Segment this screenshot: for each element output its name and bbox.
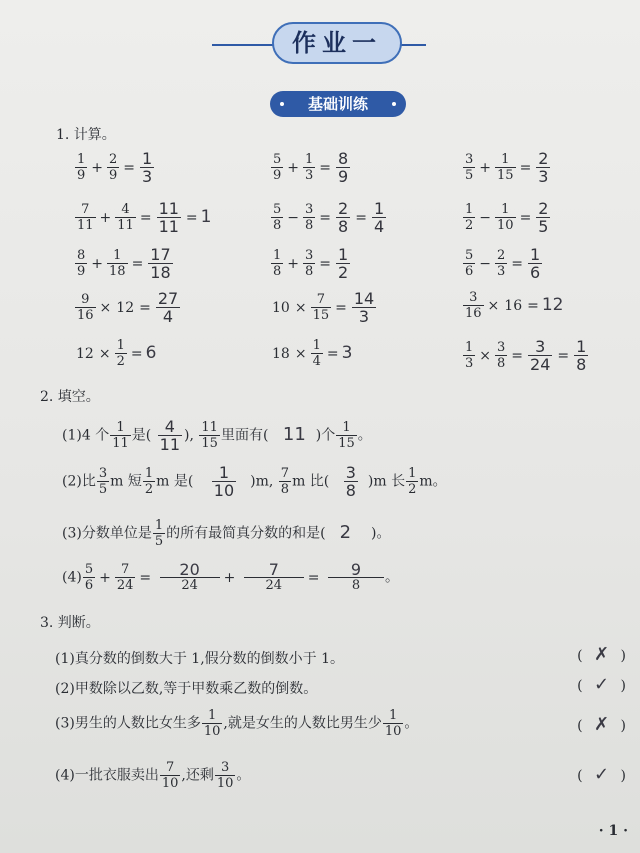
calc-answer: 6 [145, 342, 157, 363]
answer-value: 11 [282, 423, 306, 445]
calc-answer: $\frac{1}{3}$ [142, 149, 153, 186]
fraction: $\frac{1}{11}$ [112, 420, 129, 451]
check-mark-icon: ✓ [593, 674, 610, 695]
answer-fraction: $\frac{3}{8}$ [345, 463, 356, 500]
calc-item: $\frac{1}{9}$ + $\frac{2}{9}$ = $\frac{1}{3}$ [74, 150, 156, 185]
fraction: $\frac{1}{2}$ [408, 466, 417, 497]
page-number: · 1 · [598, 823, 628, 839]
fraction: $\frac{11}{15}$ [201, 420, 218, 451]
fraction: $\frac{3}{5}$ [98, 466, 108, 497]
cross-mark-icon: ✗ [593, 714, 610, 735]
fill-question-2: (2)比 $\frac{3}{5}$ m 短 $\frac{1}{2}$ m 是( $\frac{1}{10}$ )m, $\frac{7}{8}$ m 比( $\frac{3}{8}$ )m 长 $\frac{1}{2}$ m。 [62, 463, 447, 500]
section-3-label: 3. 判断。 [40, 615, 100, 631]
calc-item: $\frac{3}{16}$ × 16 = 12 [465, 290, 564, 321]
calc-answer: $\frac{2}{3}$ [538, 149, 549, 186]
judge-item-2: (2)甲数除以乙数,等于甲数乘乙数的倒数。 [55, 681, 318, 697]
calc-answer: 12 [541, 294, 564, 315]
cross-mark-icon: ✗ [593, 644, 610, 665]
fraction: $\frac{7}{24}$ [116, 562, 134, 593]
calc-answer: $\frac{11}{11}$ = 1 [158, 199, 212, 236]
calc-item: $\frac{5}{9}$ + $\frac{1}{3}$ = $\frac{8}{9}$ [270, 150, 352, 185]
section-1-label: 1. 计算。 [56, 127, 116, 143]
calc-item: $\frac{8}{9}$ + $\frac{1}{18}$ = $\frac{17}{18}$ [74, 246, 175, 281]
answer-fraction: $\frac{7}{24}$ [244, 562, 304, 593]
calc-answer: $\frac{17}{18}$ [150, 245, 171, 282]
calc-item: 10 × $\frac{7}{15}$ = $\frac{14}{3}$ [270, 290, 378, 325]
calc-item: $\frac{5}{6}$ − $\frac{2}{3}$ = $\frac{1}{6}$ [462, 246, 544, 281]
calc-item: $\frac{7}{11}$ + $\frac{4}{11}$ = $\frac{11}{11}$ = 1 [77, 199, 212, 236]
fraction: $\frac{1}{15}$ [338, 420, 355, 451]
fill-question-4: (4) $\frac{5}{6}$ + $\frac{7}{24}$ = $\frac{20}{24}$ + $\frac{7}{24}$ = $\frac{9}{8}$ 。 [62, 560, 399, 593]
calc-item: 12 × $\frac{1}{2}$ = 6 [76, 338, 157, 369]
fraction: $\frac{1}{2}$ [144, 466, 154, 497]
calc-answer: $\frac{1}{6}$ [530, 245, 541, 282]
calc-answer: $\frac{3}{24}$ = $\frac{1}{8}$ [530, 337, 587, 374]
answer-fraction: $\frac{4}{11}$ [159, 417, 181, 454]
judge-item-3: (3)男生的人数比女生多 $\frac{1}{10}$ ,就是女生的人数比男生少 $\frac{1}{10}$ 。 [55, 708, 419, 739]
calc-answer: $\frac{2}{8}$ = $\frac{1}{4}$ [338, 199, 385, 236]
fill-question-1: (1)4 个 $\frac{1}{11}$ 是( $\frac{4}{11}$ ), $\frac{11}{15}$ 里面有( 11 )个 $\frac{1}{15}$ 。 [62, 417, 372, 454]
calc-answer: $\frac{8}{9}$ [338, 149, 349, 186]
page-title: 作业一 [272, 22, 402, 64]
calc-answer: $\frac{1}{2}$ [338, 245, 349, 282]
calc-item: $\frac{5}{8}$ − $\frac{3}{8}$ = $\frac{2}{8}$ = $\frac{1}{4}$ [270, 200, 388, 235]
calc-answer: 3 [341, 342, 353, 363]
section-2-label: 2. 填空。 [40, 389, 100, 405]
judge-mark-3: ( ✗ ) [577, 714, 626, 735]
fraction: $\frac{7}{8}$ [280, 466, 290, 497]
calc-item: $\frac{9}{16}$ × 12 = $\frac{27}{4}$ [74, 290, 182, 325]
calc-answer: $\frac{27}{4}$ [157, 289, 179, 326]
judge-item-4: (4)一批衣服卖出 $\frac{7}{10}$ ,还剩 $\frac{3}{10}$ 。 [55, 760, 251, 791]
calc-item: $\frac{1}{2}$ − $\frac{1}{10}$ = $\frac{2}{5}$ [462, 200, 552, 235]
judge-mark-4: ( ✓ ) [577, 764, 626, 785]
calc-answer: $\frac{14}{3}$ [353, 289, 375, 326]
calc-item: $\frac{3}{5}$ + $\frac{1}{15}$ = $\frac{2}{3}$ [462, 150, 552, 185]
answer-fraction: $\frac{1}{10}$ [213, 463, 235, 500]
calc-item: 18 × $\frac{1}{4}$ = 3 [272, 338, 353, 369]
judge-item-1: (1)真分数的倒数大于 1,假分数的倒数小于 1。 [55, 651, 344, 667]
fill-question-3: (3)分数单位是 $\frac{1}{5}$ 的所有最简真分数的和是( 2 )。 [62, 518, 391, 549]
fraction: $\frac{3}{10}$ [216, 760, 234, 791]
judge-mark-2: ( ✓ ) [577, 674, 626, 695]
answer-value: 2 [339, 521, 352, 543]
fraction: $\frac{1}{5}$ [154, 518, 164, 549]
judge-mark-1: ( ✗ ) [577, 644, 626, 665]
answer-fraction: $\frac{20}{24}$ [160, 562, 220, 593]
fraction: $\frac{1}{10}$ [203, 708, 221, 739]
section-subtitle: 基础训练 [270, 91, 406, 117]
fraction: $\frac{1}{10}$ [384, 708, 402, 739]
answer-fraction: $\frac{9}{8}$ [328, 562, 384, 593]
check-mark-icon: ✓ [593, 764, 610, 785]
calc-answer: $\frac{2}{5}$ [538, 199, 549, 236]
fraction: $\frac{7}{10}$ [161, 760, 179, 791]
fraction: $\frac{5}{6}$ [84, 562, 94, 593]
calc-item: $\frac{1}{8}$ + $\frac{3}{8}$ = $\frac{1}{2}$ [270, 246, 352, 281]
calc-item: $\frac{1}{3}$ × $\frac{3}{8}$ = $\frac{3}{24}$ = $\frac{1}{8}$ [462, 338, 590, 373]
